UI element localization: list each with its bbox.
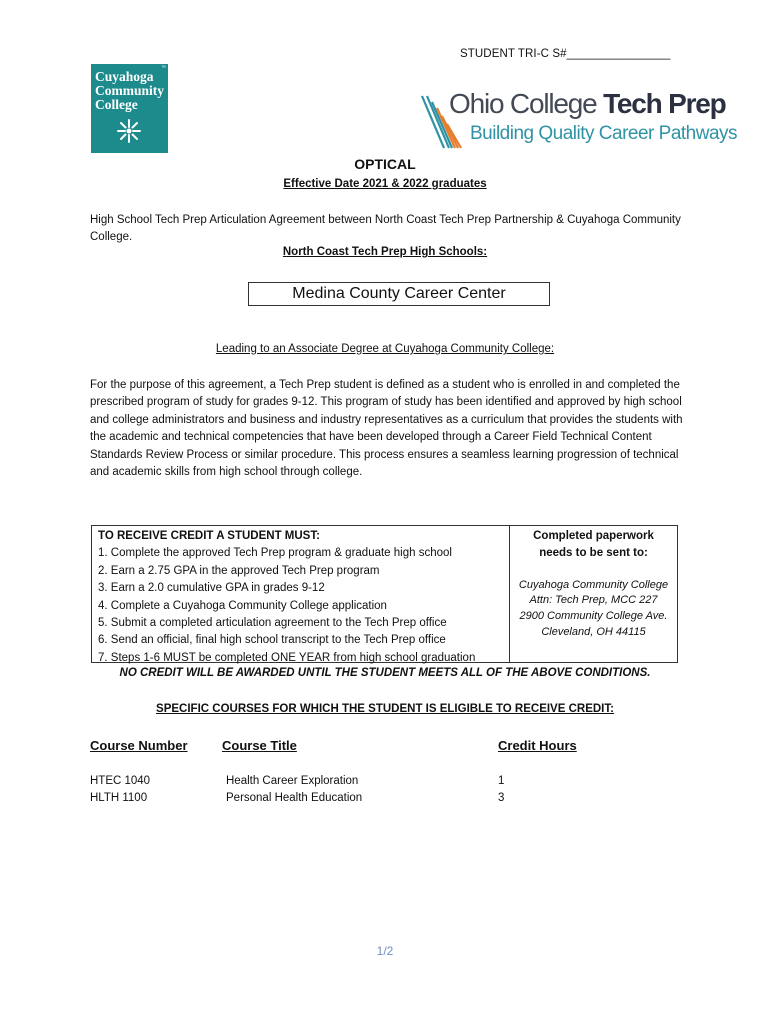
- requirement-item: 5. Submit a completed articulation agreement to the Tech Prep office: [98, 617, 447, 630]
- requirement-item: 1. Complete the approved Tech Prep program & graduate high school: [98, 547, 452, 560]
- effective-date: Effective Date 2021 & 2022 graduates: [283, 178, 487, 190]
- high-schools-heading: North Coast Tech Prep High Schools:: [282, 246, 488, 258]
- course-credits: 1: [498, 775, 505, 787]
- logo-name-bold: Tech Prep: [603, 88, 726, 119]
- address-line: Cleveland, OH 44115: [541, 625, 646, 638]
- requirement-item: 4. Complete a Cuyahoga Community College application: [98, 599, 387, 612]
- paperwork-heading: Completed paperwork: [533, 530, 654, 542]
- requirements-heading: TO RECEIVE CREDIT A STUDENT MUST:: [98, 530, 320, 542]
- course-number: HTEC 1040: [90, 775, 151, 787]
- page-number: 1/2: [376, 944, 394, 958]
- school-name-box: Medina County Career Center: [248, 282, 550, 306]
- course-credits: 3: [498, 792, 505, 804]
- course-title: Personal Health Education: [226, 792, 363, 804]
- document-title: OPTICAL: [354, 156, 416, 172]
- student-id-field: STUDENT TRI-C S#________________: [460, 48, 671, 60]
- logo-line: Community: [95, 83, 165, 98]
- requirement-item: 2. Earn a 2.75 GPA in the approved Tech Prep program: [98, 564, 380, 577]
- intro-paragraph: High School Tech Prep Articulation Agreement between North Coast Tech Prep Partnership & Cuyahoga Community College.: [90, 214, 681, 244]
- requirements-list: [92, 526, 510, 662]
- column-header-course-number: Course Number: [90, 738, 188, 753]
- address-line: Cuyahoga Community College: [518, 578, 669, 591]
- address-line: 2900 Community College Ave.: [519, 610, 668, 622]
- purpose-paragraph: For the purpose of this agreement, a Tech Prep student is defined as a student who is enrolled in and completed the prescribed program of study for grades 9-12. This program of study has been identified and approved by high school and college administrators and business and industry representatives as a curriculum that provides the students with the academic and technical competencies that have been developed through a Career Field Technical Content Standards Review Process or similar procedure. This process ensures a seamless learning progression of technical and academic skills from high school through college.: [90, 379, 683, 479]
- course-title: Health Career Exploration: [226, 775, 359, 787]
- cuyahoga-community-college-logo: ™ Cuyahoga Community College: [91, 64, 168, 153]
- no-credit-notice: NO CREDIT WILL BE AWARDED UNTIL THE STUDENT MEETS ALL OF THE ABOVE CONDITIONS.: [119, 667, 651, 679]
- requirements-table: [91, 525, 678, 663]
- mailing-address: [510, 578, 677, 640]
- courses-heading: SPECIFIC COURSES FOR WHICH THE STUDENT IS ELIGIBLE TO RECEIVE CREDIT:: [156, 703, 614, 715]
- logo-tagline: Building Quality Career Pathways: [470, 123, 738, 144]
- address-line: Attn: Tech Prep, MCC 227: [529, 594, 658, 607]
- requirement-item: 6. Send an official, final high school transcript to the Tech Prep office: [98, 634, 446, 647]
- requirement-item: 3. Earn a 2.0 cumulative GPA in grades 9-12: [98, 582, 325, 595]
- leading-to-heading: Leading to an Associate Degree at Cuyahoga Community College:: [215, 343, 555, 355]
- ohio-college-tech-prep-logo: [420, 88, 738, 150]
- logo-line: Cuyahoga: [95, 69, 154, 84]
- course-number: HLTH 1100: [90, 792, 148, 804]
- column-header-course-title: Course Title: [222, 738, 297, 753]
- paperwork-heading: needs to be sent to:: [539, 547, 648, 560]
- logo-line: College: [95, 97, 138, 112]
- requirement-item: 7. Steps 1-6 MUST be completed ONE YEAR from high school graduation: [98, 651, 476, 664]
- logo-name-regular: Ohio College: [449, 88, 604, 119]
- column-header-credit-hours: Credit Hours: [498, 738, 577, 753]
- paperwork-cell: [510, 526, 677, 662]
- starburst-icon: [116, 118, 142, 144]
